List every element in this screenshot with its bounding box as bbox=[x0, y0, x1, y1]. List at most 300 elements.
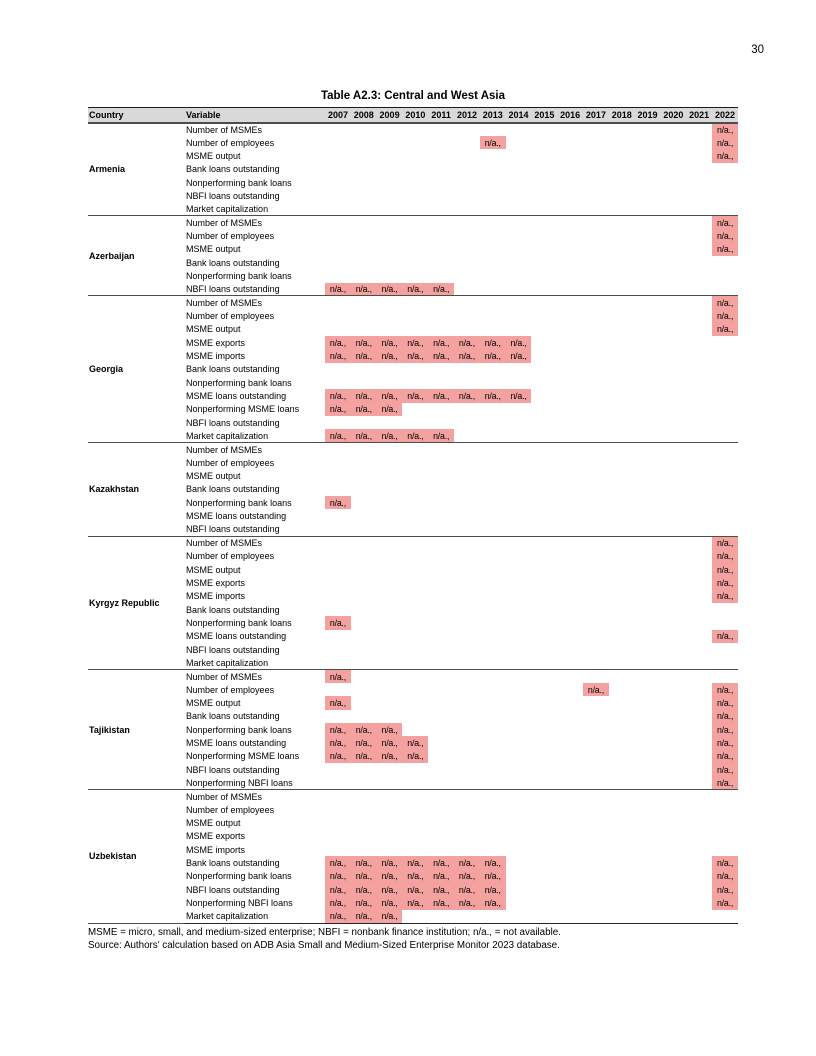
empty-cell bbox=[531, 870, 557, 883]
empty-cell bbox=[712, 456, 738, 469]
empty-cell bbox=[686, 790, 712, 803]
empty-cell bbox=[377, 363, 403, 376]
empty-cell bbox=[557, 830, 583, 843]
empty-cell bbox=[454, 203, 480, 216]
empty-cell bbox=[506, 203, 532, 216]
empty-cell bbox=[506, 803, 532, 816]
empty-cell bbox=[660, 509, 686, 522]
empty-cell bbox=[712, 670, 738, 683]
empty-cell bbox=[557, 910, 583, 923]
empty-cell bbox=[531, 790, 557, 803]
empty-cell bbox=[506, 696, 532, 709]
variable-cell: Number of employees bbox=[186, 804, 275, 815]
na-cell: n/a., bbox=[351, 870, 377, 883]
empty-cell bbox=[609, 816, 635, 829]
empty-cell bbox=[712, 189, 738, 202]
empty-cell bbox=[377, 816, 403, 829]
empty-cell bbox=[686, 683, 712, 696]
country-cell: Kazakhstan bbox=[88, 443, 185, 536]
empty-cell bbox=[557, 816, 583, 829]
empty-cell bbox=[557, 496, 583, 509]
table-row bbox=[88, 203, 738, 216]
empty-cell bbox=[454, 803, 480, 816]
empty-cell bbox=[506, 123, 532, 136]
empty-cell bbox=[660, 536, 686, 549]
empty-cell bbox=[454, 403, 480, 416]
empty-cell bbox=[635, 203, 661, 216]
empty-cell bbox=[583, 456, 609, 469]
empty-cell bbox=[480, 723, 506, 736]
empty-cell bbox=[635, 216, 661, 229]
empty-cell bbox=[325, 163, 351, 176]
empty-cell bbox=[583, 696, 609, 709]
empty-cell bbox=[686, 416, 712, 429]
empty-cell bbox=[609, 403, 635, 416]
empty-cell bbox=[428, 443, 454, 456]
empty-cell bbox=[583, 216, 609, 229]
empty-cell bbox=[454, 176, 480, 189]
empty-cell bbox=[480, 696, 506, 709]
empty-cell bbox=[428, 229, 454, 242]
na-cell: n/a., bbox=[377, 856, 403, 869]
empty-cell bbox=[609, 710, 635, 723]
empty-cell bbox=[583, 416, 609, 429]
empty-cell bbox=[583, 269, 609, 282]
empty-cell bbox=[402, 189, 428, 202]
na-cell: n/a., bbox=[712, 750, 738, 763]
empty-cell bbox=[686, 883, 712, 896]
empty-cell bbox=[712, 790, 738, 803]
empty-cell bbox=[325, 523, 351, 536]
empty-cell bbox=[557, 283, 583, 296]
empty-cell bbox=[531, 776, 557, 789]
empty-cell bbox=[506, 309, 532, 322]
variable-cell: Number of employees bbox=[186, 310, 275, 321]
empty-cell bbox=[557, 389, 583, 402]
empty-cell bbox=[454, 816, 480, 829]
empty-cell bbox=[635, 603, 661, 616]
empty-cell bbox=[351, 643, 377, 656]
empty-cell bbox=[506, 790, 532, 803]
empty-cell bbox=[583, 283, 609, 296]
na-cell: n/a., bbox=[480, 336, 506, 349]
empty-cell bbox=[609, 576, 635, 589]
empty-cell bbox=[402, 243, 428, 256]
na-cell: n/a., bbox=[712, 550, 738, 563]
empty-cell bbox=[609, 203, 635, 216]
empty-cell bbox=[480, 710, 506, 723]
empty-cell bbox=[635, 176, 661, 189]
empty-cell bbox=[351, 496, 377, 509]
empty-cell bbox=[609, 269, 635, 282]
na-cell: n/a., bbox=[351, 750, 377, 763]
empty-cell bbox=[609, 496, 635, 509]
empty-cell bbox=[609, 643, 635, 656]
empty-cell bbox=[686, 576, 712, 589]
empty-cell bbox=[480, 670, 506, 683]
empty-cell bbox=[377, 536, 403, 549]
empty-cell bbox=[480, 830, 506, 843]
empty-cell bbox=[686, 296, 712, 309]
na-cell: n/a., bbox=[377, 896, 403, 909]
empty-cell bbox=[454, 643, 480, 656]
empty-cell bbox=[531, 563, 557, 576]
empty-cell bbox=[506, 750, 532, 763]
table-row bbox=[88, 763, 738, 776]
empty-cell bbox=[635, 309, 661, 322]
empty-cell bbox=[635, 883, 661, 896]
empty-cell bbox=[583, 389, 609, 402]
empty-cell bbox=[351, 123, 377, 136]
empty-cell bbox=[377, 523, 403, 536]
empty-cell bbox=[325, 296, 351, 309]
empty-cell bbox=[660, 883, 686, 896]
empty-cell bbox=[635, 750, 661, 763]
empty-cell bbox=[402, 843, 428, 856]
empty-cell bbox=[557, 750, 583, 763]
na-cell: n/a., bbox=[325, 723, 351, 736]
empty-cell bbox=[557, 323, 583, 336]
empty-cell bbox=[609, 123, 635, 136]
variable-cell: MSME exports bbox=[186, 577, 246, 588]
empty-cell bbox=[428, 550, 454, 563]
table-row bbox=[88, 283, 738, 296]
empty-cell bbox=[609, 883, 635, 896]
variable-cell: Bank loans outstanding bbox=[186, 364, 280, 375]
empty-cell bbox=[635, 790, 661, 803]
empty-cell bbox=[377, 163, 403, 176]
na-cell: n/a., bbox=[454, 389, 480, 402]
empty-cell bbox=[351, 523, 377, 536]
empty-cell bbox=[454, 149, 480, 162]
empty-cell bbox=[583, 309, 609, 322]
year-column-header: 2012 bbox=[454, 108, 480, 123]
empty-cell bbox=[686, 710, 712, 723]
empty-cell bbox=[506, 763, 532, 776]
empty-cell bbox=[428, 136, 454, 149]
empty-cell bbox=[583, 550, 609, 563]
empty-cell bbox=[660, 123, 686, 136]
empty-cell bbox=[325, 550, 351, 563]
empty-cell bbox=[712, 616, 738, 629]
empty-cell bbox=[402, 483, 428, 496]
na-cell: n/a., bbox=[712, 896, 738, 909]
empty-cell bbox=[428, 469, 454, 482]
variable-cell: Number of employees bbox=[186, 230, 275, 241]
empty-cell bbox=[454, 296, 480, 309]
na-cell: n/a., bbox=[712, 229, 738, 242]
empty-cell bbox=[454, 509, 480, 522]
empty-cell bbox=[660, 269, 686, 282]
empty-cell bbox=[557, 803, 583, 816]
empty-cell bbox=[506, 563, 532, 576]
year-column-header: 2009 bbox=[377, 108, 403, 123]
empty-cell bbox=[635, 336, 661, 349]
variable-cell: Number of MSMEs bbox=[186, 671, 263, 682]
empty-cell bbox=[402, 403, 428, 416]
empty-cell bbox=[557, 616, 583, 629]
empty-cell bbox=[712, 803, 738, 816]
empty-cell bbox=[480, 616, 506, 629]
empty-cell bbox=[351, 656, 377, 669]
empty-cell bbox=[583, 656, 609, 669]
na-cell: n/a., bbox=[712, 576, 738, 589]
empty-cell bbox=[351, 710, 377, 723]
empty-cell bbox=[402, 616, 428, 629]
empty-cell bbox=[557, 509, 583, 522]
table-row bbox=[88, 189, 738, 202]
na-cell: n/a., bbox=[712, 630, 738, 643]
empty-cell bbox=[402, 123, 428, 136]
empty-cell bbox=[351, 456, 377, 469]
empty-cell bbox=[531, 616, 557, 629]
empty-cell bbox=[712, 429, 738, 442]
empty-cell bbox=[325, 509, 351, 522]
empty-cell bbox=[609, 656, 635, 669]
variable-cell: MSME output bbox=[186, 150, 241, 161]
empty-cell bbox=[609, 590, 635, 603]
empty-cell bbox=[428, 189, 454, 202]
empty-cell bbox=[609, 363, 635, 376]
empty-cell bbox=[454, 136, 480, 149]
empty-cell bbox=[428, 843, 454, 856]
empty-cell bbox=[428, 830, 454, 843]
empty-cell bbox=[402, 216, 428, 229]
empty-cell bbox=[377, 630, 403, 643]
empty-cell bbox=[531, 830, 557, 843]
empty-cell bbox=[377, 469, 403, 482]
empty-cell bbox=[402, 590, 428, 603]
empty-cell bbox=[454, 323, 480, 336]
empty-cell bbox=[531, 536, 557, 549]
table-row bbox=[88, 816, 738, 829]
empty-cell bbox=[506, 229, 532, 242]
empty-cell bbox=[660, 309, 686, 322]
empty-cell bbox=[454, 496, 480, 509]
na-cell: n/a., bbox=[325, 910, 351, 923]
empty-cell bbox=[454, 456, 480, 469]
empty-cell bbox=[635, 870, 661, 883]
empty-cell bbox=[583, 296, 609, 309]
empty-cell bbox=[428, 509, 454, 522]
empty-cell bbox=[531, 883, 557, 896]
empty-cell bbox=[660, 483, 686, 496]
empty-cell bbox=[454, 283, 480, 296]
empty-cell bbox=[712, 256, 738, 269]
table-row bbox=[88, 256, 738, 269]
empty-cell bbox=[609, 910, 635, 923]
empty-cell bbox=[660, 389, 686, 402]
empty-cell bbox=[480, 536, 506, 549]
empty-cell bbox=[712, 643, 738, 656]
variable-cell: Number of MSMEs bbox=[186, 538, 263, 549]
empty-cell bbox=[325, 830, 351, 843]
variable-cell: MSME imports bbox=[186, 844, 246, 855]
empty-cell bbox=[660, 469, 686, 482]
empty-cell bbox=[531, 496, 557, 509]
table-row bbox=[88, 469, 738, 482]
empty-cell bbox=[377, 256, 403, 269]
empty-cell bbox=[325, 229, 351, 242]
empty-cell bbox=[325, 376, 351, 389]
empty-cell bbox=[351, 136, 377, 149]
empty-cell bbox=[531, 349, 557, 362]
table-row bbox=[88, 176, 738, 189]
empty-cell bbox=[660, 910, 686, 923]
empty-cell bbox=[506, 136, 532, 149]
year-column-header: 2008 bbox=[351, 108, 377, 123]
empty-cell bbox=[583, 630, 609, 643]
table-row bbox=[88, 309, 738, 322]
empty-cell bbox=[506, 656, 532, 669]
empty-cell bbox=[325, 363, 351, 376]
year-column-header: 2022 bbox=[712, 108, 738, 123]
empty-cell bbox=[351, 269, 377, 282]
variable-cell: Nonperforming MSME loans bbox=[186, 404, 300, 415]
empty-cell bbox=[712, 416, 738, 429]
empty-cell bbox=[428, 256, 454, 269]
empty-cell bbox=[609, 763, 635, 776]
empty-cell bbox=[557, 630, 583, 643]
table-row bbox=[88, 123, 738, 136]
na-cell: n/a., bbox=[402, 349, 428, 362]
empty-cell bbox=[351, 603, 377, 616]
empty-cell bbox=[351, 563, 377, 576]
na-cell: n/a., bbox=[712, 683, 738, 696]
empty-cell bbox=[428, 750, 454, 763]
empty-cell bbox=[480, 429, 506, 442]
empty-cell bbox=[660, 136, 686, 149]
empty-cell bbox=[660, 336, 686, 349]
empty-cell bbox=[480, 469, 506, 482]
empty-cell bbox=[583, 509, 609, 522]
empty-cell bbox=[609, 389, 635, 402]
empty-cell bbox=[325, 563, 351, 576]
na-cell: n/a., bbox=[712, 563, 738, 576]
country-cell: Georgia bbox=[88, 296, 185, 443]
empty-cell bbox=[583, 790, 609, 803]
empty-cell bbox=[583, 736, 609, 749]
empty-cell bbox=[377, 443, 403, 456]
table-row bbox=[88, 403, 738, 416]
empty-cell bbox=[635, 643, 661, 656]
empty-cell bbox=[583, 469, 609, 482]
empty-cell bbox=[635, 550, 661, 563]
empty-cell bbox=[686, 403, 712, 416]
na-cell: n/a., bbox=[428, 856, 454, 869]
empty-cell bbox=[428, 376, 454, 389]
empty-cell bbox=[402, 256, 428, 269]
empty-cell bbox=[635, 803, 661, 816]
empty-cell bbox=[686, 203, 712, 216]
empty-cell bbox=[351, 376, 377, 389]
empty-cell bbox=[377, 203, 403, 216]
empty-cell bbox=[402, 536, 428, 549]
empty-cell bbox=[325, 309, 351, 322]
empty-cell bbox=[635, 616, 661, 629]
na-cell: n/a., bbox=[712, 323, 738, 336]
variable-cell: Bank loans outstanding bbox=[186, 858, 280, 869]
empty-cell bbox=[583, 750, 609, 763]
na-cell: n/a., bbox=[454, 336, 480, 349]
na-cell: n/a., bbox=[712, 296, 738, 309]
empty-cell bbox=[480, 750, 506, 763]
empty-cell bbox=[428, 456, 454, 469]
empty-cell bbox=[557, 469, 583, 482]
empty-cell bbox=[712, 816, 738, 829]
variable-cell: NBFI loans outstanding bbox=[185, 523, 325, 536]
variable-cell: NBFI loans outstanding bbox=[186, 884, 280, 895]
empty-cell bbox=[428, 363, 454, 376]
empty-cell bbox=[428, 309, 454, 322]
empty-cell bbox=[454, 550, 480, 563]
empty-cell bbox=[712, 376, 738, 389]
empty-cell bbox=[402, 563, 428, 576]
empty-cell bbox=[609, 750, 635, 763]
empty-cell bbox=[531, 203, 557, 216]
na-cell: n/a., bbox=[351, 736, 377, 749]
year-column-header: 2018 bbox=[609, 108, 635, 123]
country-cell: Tajikistan bbox=[88, 670, 185, 790]
empty-cell bbox=[660, 683, 686, 696]
empty-cell bbox=[557, 163, 583, 176]
empty-cell bbox=[531, 376, 557, 389]
empty-cell bbox=[557, 203, 583, 216]
empty-cell bbox=[506, 896, 532, 909]
empty-cell bbox=[660, 776, 686, 789]
empty-cell bbox=[583, 856, 609, 869]
empty-cell bbox=[609, 349, 635, 362]
na-cell: n/a., bbox=[454, 870, 480, 883]
empty-cell bbox=[480, 216, 506, 229]
empty-cell bbox=[686, 363, 712, 376]
table-row bbox=[88, 136, 738, 149]
empty-cell bbox=[428, 243, 454, 256]
empty-cell bbox=[402, 803, 428, 816]
empty-cell bbox=[660, 670, 686, 683]
empty-cell bbox=[531, 443, 557, 456]
empty-cell bbox=[609, 683, 635, 696]
empty-cell bbox=[531, 389, 557, 402]
empty-cell bbox=[660, 189, 686, 202]
empty-cell bbox=[583, 376, 609, 389]
na-cell: n/a., bbox=[325, 429, 351, 442]
empty-cell bbox=[428, 176, 454, 189]
table-row bbox=[88, 483, 738, 496]
table-row bbox=[88, 603, 738, 616]
empty-cell bbox=[635, 830, 661, 843]
empty-cell bbox=[325, 843, 351, 856]
empty-cell bbox=[583, 710, 609, 723]
na-cell: n/a., bbox=[377, 283, 403, 296]
variable-cell: MSME exports bbox=[186, 337, 246, 348]
empty-cell bbox=[325, 536, 351, 549]
empty-cell bbox=[531, 736, 557, 749]
na-cell: n/a., bbox=[480, 136, 506, 149]
empty-cell bbox=[402, 376, 428, 389]
empty-cell bbox=[506, 883, 532, 896]
empty-cell bbox=[609, 443, 635, 456]
empty-cell bbox=[557, 403, 583, 416]
na-cell: n/a., bbox=[351, 283, 377, 296]
empty-cell bbox=[686, 309, 712, 322]
variable-cell: MSME output bbox=[186, 324, 241, 335]
empty-cell bbox=[635, 723, 661, 736]
empty-cell bbox=[583, 723, 609, 736]
empty-cell bbox=[480, 563, 506, 576]
na-cell: n/a., bbox=[351, 403, 377, 416]
empty-cell bbox=[635, 469, 661, 482]
